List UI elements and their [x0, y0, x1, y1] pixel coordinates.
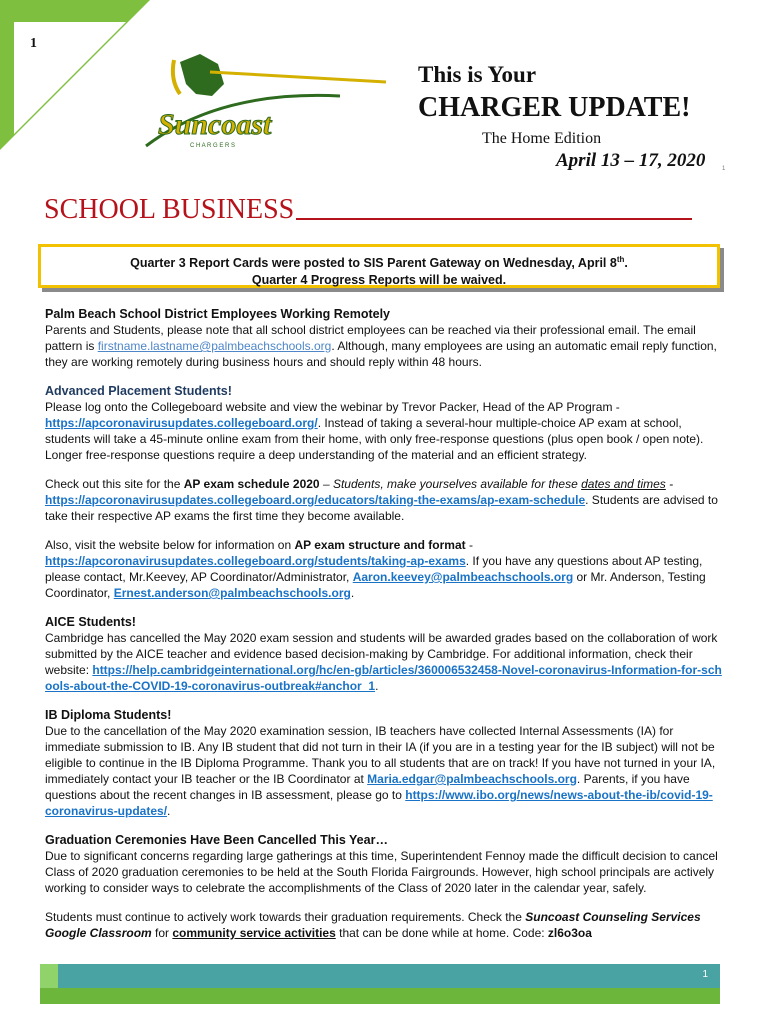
- ib-title: IB Diploma Students!: [45, 708, 172, 722]
- aice-title: AICE Students!: [45, 615, 136, 629]
- footer-page-number: 1: [702, 969, 708, 980]
- logo-wordmark: Suncoast: [158, 108, 272, 141]
- knight-horse-emblem: [180, 54, 224, 96]
- graduation-title: Graduation Ceremonies Have Been Cancelled This Year…: [45, 833, 388, 847]
- ibo-link[interactable]: https://www.ibo.org/news/news-about-the-ib/covid-19-coronavirus-updates/: [45, 788, 713, 818]
- page-number-top: 1: [30, 36, 37, 51]
- header-edition: The Home Edition: [482, 130, 602, 147]
- ap-schedule-link[interactable]: https://apcoronavirusupdates.collegeboard.org/educators/taking-the-exams/ap-exam-schedule: [45, 493, 586, 507]
- section-title-rule: [296, 194, 692, 220]
- header-title: CHARGER UPDATE!: [418, 92, 691, 123]
- ap-paragraph-2: Check out this site for the AP exam schedule 2020 – Students, make yourselves available for these dates and times - https://apcoronavirusupdates.collegeboard.org/educators/taking-the-exams/ap-exam-schedule. Students are advised to take their respective AP exams the first time they become available.: [45, 477, 718, 523]
- keevey-email-link[interactable]: Aaron.keevey@palmbeachschools.org: [352, 570, 574, 584]
- ap-updates-link[interactable]: https://apcoronavirusupdates.collegeboard.org/: [45, 416, 318, 430]
- email-pattern-link[interactable]: firstname.lastname@palmbeachschools.org: [97, 339, 332, 353]
- employees-title: Palm Beach School District Employees Working Remotely: [45, 307, 391, 321]
- callout-line-1: Quarter 3 Report Cards were posted to SIS Parent Gateway on Wednesday, April 8th.: [130, 255, 628, 271]
- ap-paragraph-1: Please log onto the Collegeboard website and view the webinar by Trevor Packer, Head of the AP Program - https://apcoronavirusupdates.collegeboard.org/. Instead of taking a several-hour multiple-choice AP exam at school, students will take a 45-minute online exam from their home, with only free-response questions (plus open book / open note). Longer free-response questions require a deep understanding of the material and an efficient strategy.: [45, 400, 704, 462]
- graduation-paragraph-2: Students must continue to actively work towards their graduation requirements. Check the Suncoast Counseling Services Google Classroom for community service activities that can be done while at home. Code: zl6o3oa: [45, 910, 701, 940]
- logo-subtext: C H A R G E R S: [190, 143, 236, 149]
- aice-text: Cambridge has cancelled the May 2020 exam session and students will be awarded grades based on the collaboration of work submitted by the AICE teacher and evidence based decision-making by Cambridge. For additional information, check their website: https://help.cambridgeinternational.org/hc/en-gb/articles/360006532458-Novel-coronavirus-Information-for-schools-about-the-COVID-19-coronavirus-outbreak#anchor_1.: [45, 631, 722, 693]
- main-content: [45, 306, 725, 941]
- lance-icon: [210, 72, 386, 82]
- graduation-paragraph-1: Due to significant concerns regarding large gatherings at this time, Superintendent Fennoy made the difficult decision to cancel Class of 2020 graduation ceremonies to be held at the South Florida Fairgrounds. However, high school principals are actively working to consider ways to celebrate the accomplishments of the Class of 2020 later in the calendar year, safely.: [45, 849, 718, 895]
- classroom-code: zl6o3oa: [547, 926, 592, 940]
- header-date: April 13 – 17, 2020: [556, 150, 706, 171]
- edgar-email-link[interactable]: Maria.edgar@palmbeachschools.org: [367, 772, 577, 786]
- ap-paragraph-3: Also, visit the website below for information on AP exam structure and format - https://apcoronavirusupdates.collegeboard.org/students/taking-ap-exams. If you have any questions about AP testing, please contact, Mr.Keevey, AP Coordinator/Administrator, Aaron.keevey@palmbeachschools.org or Mr. Anderson, Testing Coordinator, Ernest.anderson@palmbeachschools.org.: [45, 538, 706, 600]
- footer-bar: [40, 964, 720, 988]
- ap-title: Advanced Placement Students!: [45, 384, 232, 398]
- header-line-1: This is Your: [418, 62, 537, 87]
- ib-text: Due to the cancellation of the May 2020 examination session, IB teachers have collected Internal Assessments (IA) for immediate submission to IB. Any IB student that did not turn in their IA (if you are in a testing year for the IB subject) will not be eligible to continue in the IB Diploma Programme. Thank you to all students that are on track! If you have not turned in your IA, immediately contact your IB teacher or the IB Coordinator at Maria.edgar@palmbeachschools.org. Parents, if you have questions about the recent changes in IB assessment, please go to https://www.ibo.org/news/news-about-the-ib/covid-19-coronavirus-updates/.: [45, 724, 716, 818]
- ap-exams-link[interactable]: https://apcoronavirusupdates.collegeboard.org/students/taking-ap-exams: [45, 554, 466, 568]
- footer-green-strip: [40, 988, 720, 1004]
- anderson-email-link[interactable]: Ernest.anderson@palmbeachschools.org: [113, 586, 351, 600]
- suncoast-chargers-logo: [140, 50, 390, 150]
- section-title: [44, 194, 718, 226]
- footer-accent: [40, 964, 58, 988]
- section-title-text: SCHOOL BUSINESS: [44, 194, 295, 225]
- callout-line-2: Quarter 4 Progress Reports will be waived.: [251, 273, 507, 288]
- header-tiny-mark: 1: [722, 166, 726, 172]
- employees-text: Parents and Students, please note that all school district employees can be reached via their professional email. The email pattern is firstname.lastname@palmbeachschools.org. Although, many employees are using an automatic email reply function, they are working remotely during business hours and should reply within 48 hours.: [45, 323, 717, 369]
- cambridge-link[interactable]: https://help.cambridgeinternational.org/hc/en-gb/articles/360006532458-Novel-coronavirus-Information-for-schools-about-the-COVID-19-coronavirus-outbreak#anchor_1: [45, 663, 722, 693]
- report-card-callout: [38, 244, 720, 288]
- plume-icon: [173, 60, 180, 94]
